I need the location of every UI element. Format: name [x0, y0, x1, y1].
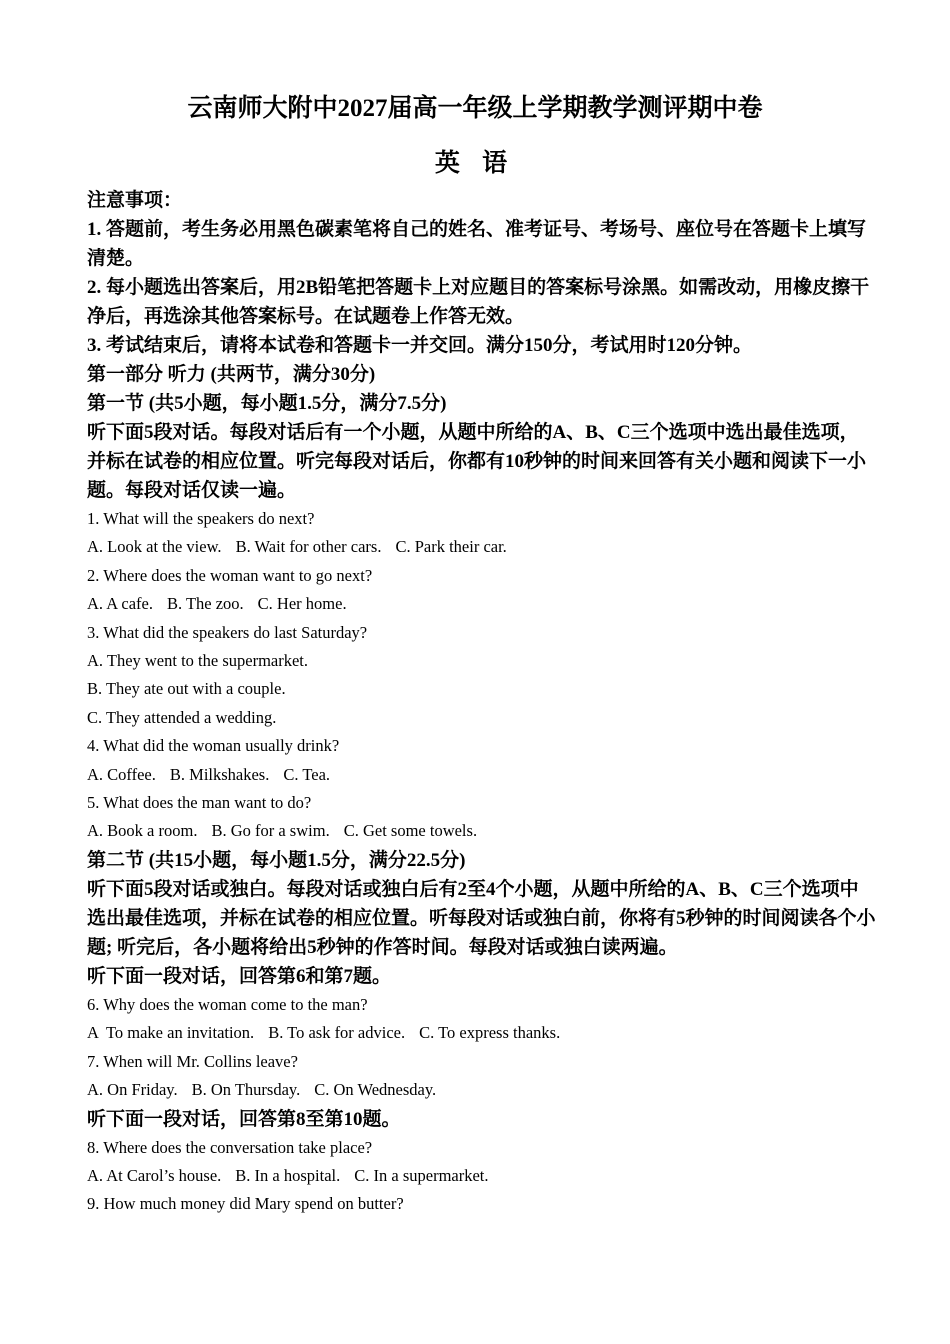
option-b: B. On Thursday. [191, 1080, 301, 1100]
option-b: B. They ate out with a couple. [87, 679, 286, 699]
option-c: C. They attended a wedding. [87, 707, 277, 727]
question-5: 5. What does the man want to do? [87, 793, 312, 813]
exam-body [87, 186, 877, 1219]
question-8-options [87, 1162, 877, 1190]
question-3: 3. What did the speakers do last Saturday? [87, 622, 368, 642]
option-a: A. They went to the supermarket. [87, 651, 309, 671]
question-2-options [87, 590, 877, 618]
question-2: 2. Where does the woman want to go next? [87, 565, 373, 585]
section1-instruction: 听下面5段对话。每段对话后有一个小题，从题中所给的A、B、C三个选项中选出最佳选项，并标在试卷的相应位置。听完每段对话后，你都有10秒钟的时间来回答有关小题和阅读下一小题。每段对话仅读一遍。 [87, 422, 867, 501]
option-c: C. Park their car. [395, 537, 507, 557]
option-c: C. Her home. [257, 594, 347, 614]
option-a: A. At Carol’s house. [87, 1165, 222, 1185]
option-b: B. Go for a swim. [211, 821, 330, 841]
question-4: 4. What did the woman usually drink? [87, 736, 340, 756]
question-4-options [87, 761, 877, 789]
question-1-options [87, 533, 877, 561]
option-b: B. In a hospital. [235, 1165, 341, 1185]
option-a: A. Coffee. [87, 764, 156, 784]
option-b: B. Milkshakes. [169, 764, 270, 784]
question-7: 7. When will Mr. Collins leave? [87, 1051, 298, 1071]
option-a: A. Book a room. [87, 821, 198, 841]
option-a: A. Look at the view. [87, 537, 222, 557]
question-7-options [87, 1076, 877, 1104]
option-c: C. Tea. [283, 764, 331, 784]
question-9: 9. How much money did Mary spend on butter? [87, 1194, 404, 1214]
question-8: 8. Where does the conversation take place? [87, 1137, 373, 1157]
option-a: A. A cafe. [87, 594, 153, 614]
question-6: 6. Why does the woman come to the man? [87, 994, 368, 1014]
note-item-2: 2. 每小题选出答案后，用2B铅笔把答题卡上对应题目的答案标号涂黑。如需改动，用橡皮擦干净后，再选涂其他答案标号。在试题卷上作答无效。 [87, 277, 870, 327]
option-b: B. The zoo. [166, 594, 244, 614]
note-item-1: 1. 答题前，考生务必用黑色碳素笔将自己的姓名、准考证号、考场号、座位号在答题卡上填写清楚。 [87, 219, 867, 269]
question-6-options [87, 1019, 877, 1047]
option-b: B. To ask for advice. [268, 1023, 406, 1043]
part1-heading: 第一部分 听力 (共两节，满分30分) [87, 364, 376, 385]
subject-title: 英 语 [434, 150, 516, 177]
notes-heading: 注意事项： [87, 190, 183, 211]
option-c: C. In a supermarket. [354, 1165, 489, 1185]
option-a: A To make an invitation. [87, 1023, 255, 1043]
section2-heading: 第二节 (共15小题，每小题1.5分，满分22.5分) [87, 849, 466, 871]
question-5-options [87, 817, 877, 845]
group-instruction: 听下面一段对话，回答第6和第7题。 [87, 965, 392, 987]
option-c: C. On Wednesday. [314, 1080, 437, 1100]
option-c: C. To express thanks. [419, 1023, 561, 1043]
group-instruction: 听下面一段对话，回答第8至第10题。 [87, 1108, 401, 1130]
option-c: C. Get some towels. [343, 821, 478, 841]
question-1: 1. What will the speakers do next? [87, 509, 315, 528]
option-a: A. On Friday. [87, 1080, 178, 1100]
option-b: B. Wait for other cars. [235, 537, 382, 557]
section2-instruction: 听下面5段对话或独白。每段对话或独白后有2至4个小题，从题中所给的A、B、C三个选项中选出最佳选项，并标在试卷的相应位置。听每段对话或独白前，你将有5秒钟的时间阅读各个小题; 听完后，各小题将给出5秒钟的作答时间。每段对话或独白读两遍。 [87, 878, 876, 958]
section1-heading: 第一节 (共5小题，每小题1.5分，满分7.5分) [87, 393, 447, 414]
note-item-3: 3. 考试结束后，请将本试卷和答题卡一并交回。满分150分，考试用时120分钟。 [87, 335, 753, 356]
exam-title: 云南师大附中2027届高一年级上学期教学测评期中卷 [187, 95, 763, 122]
